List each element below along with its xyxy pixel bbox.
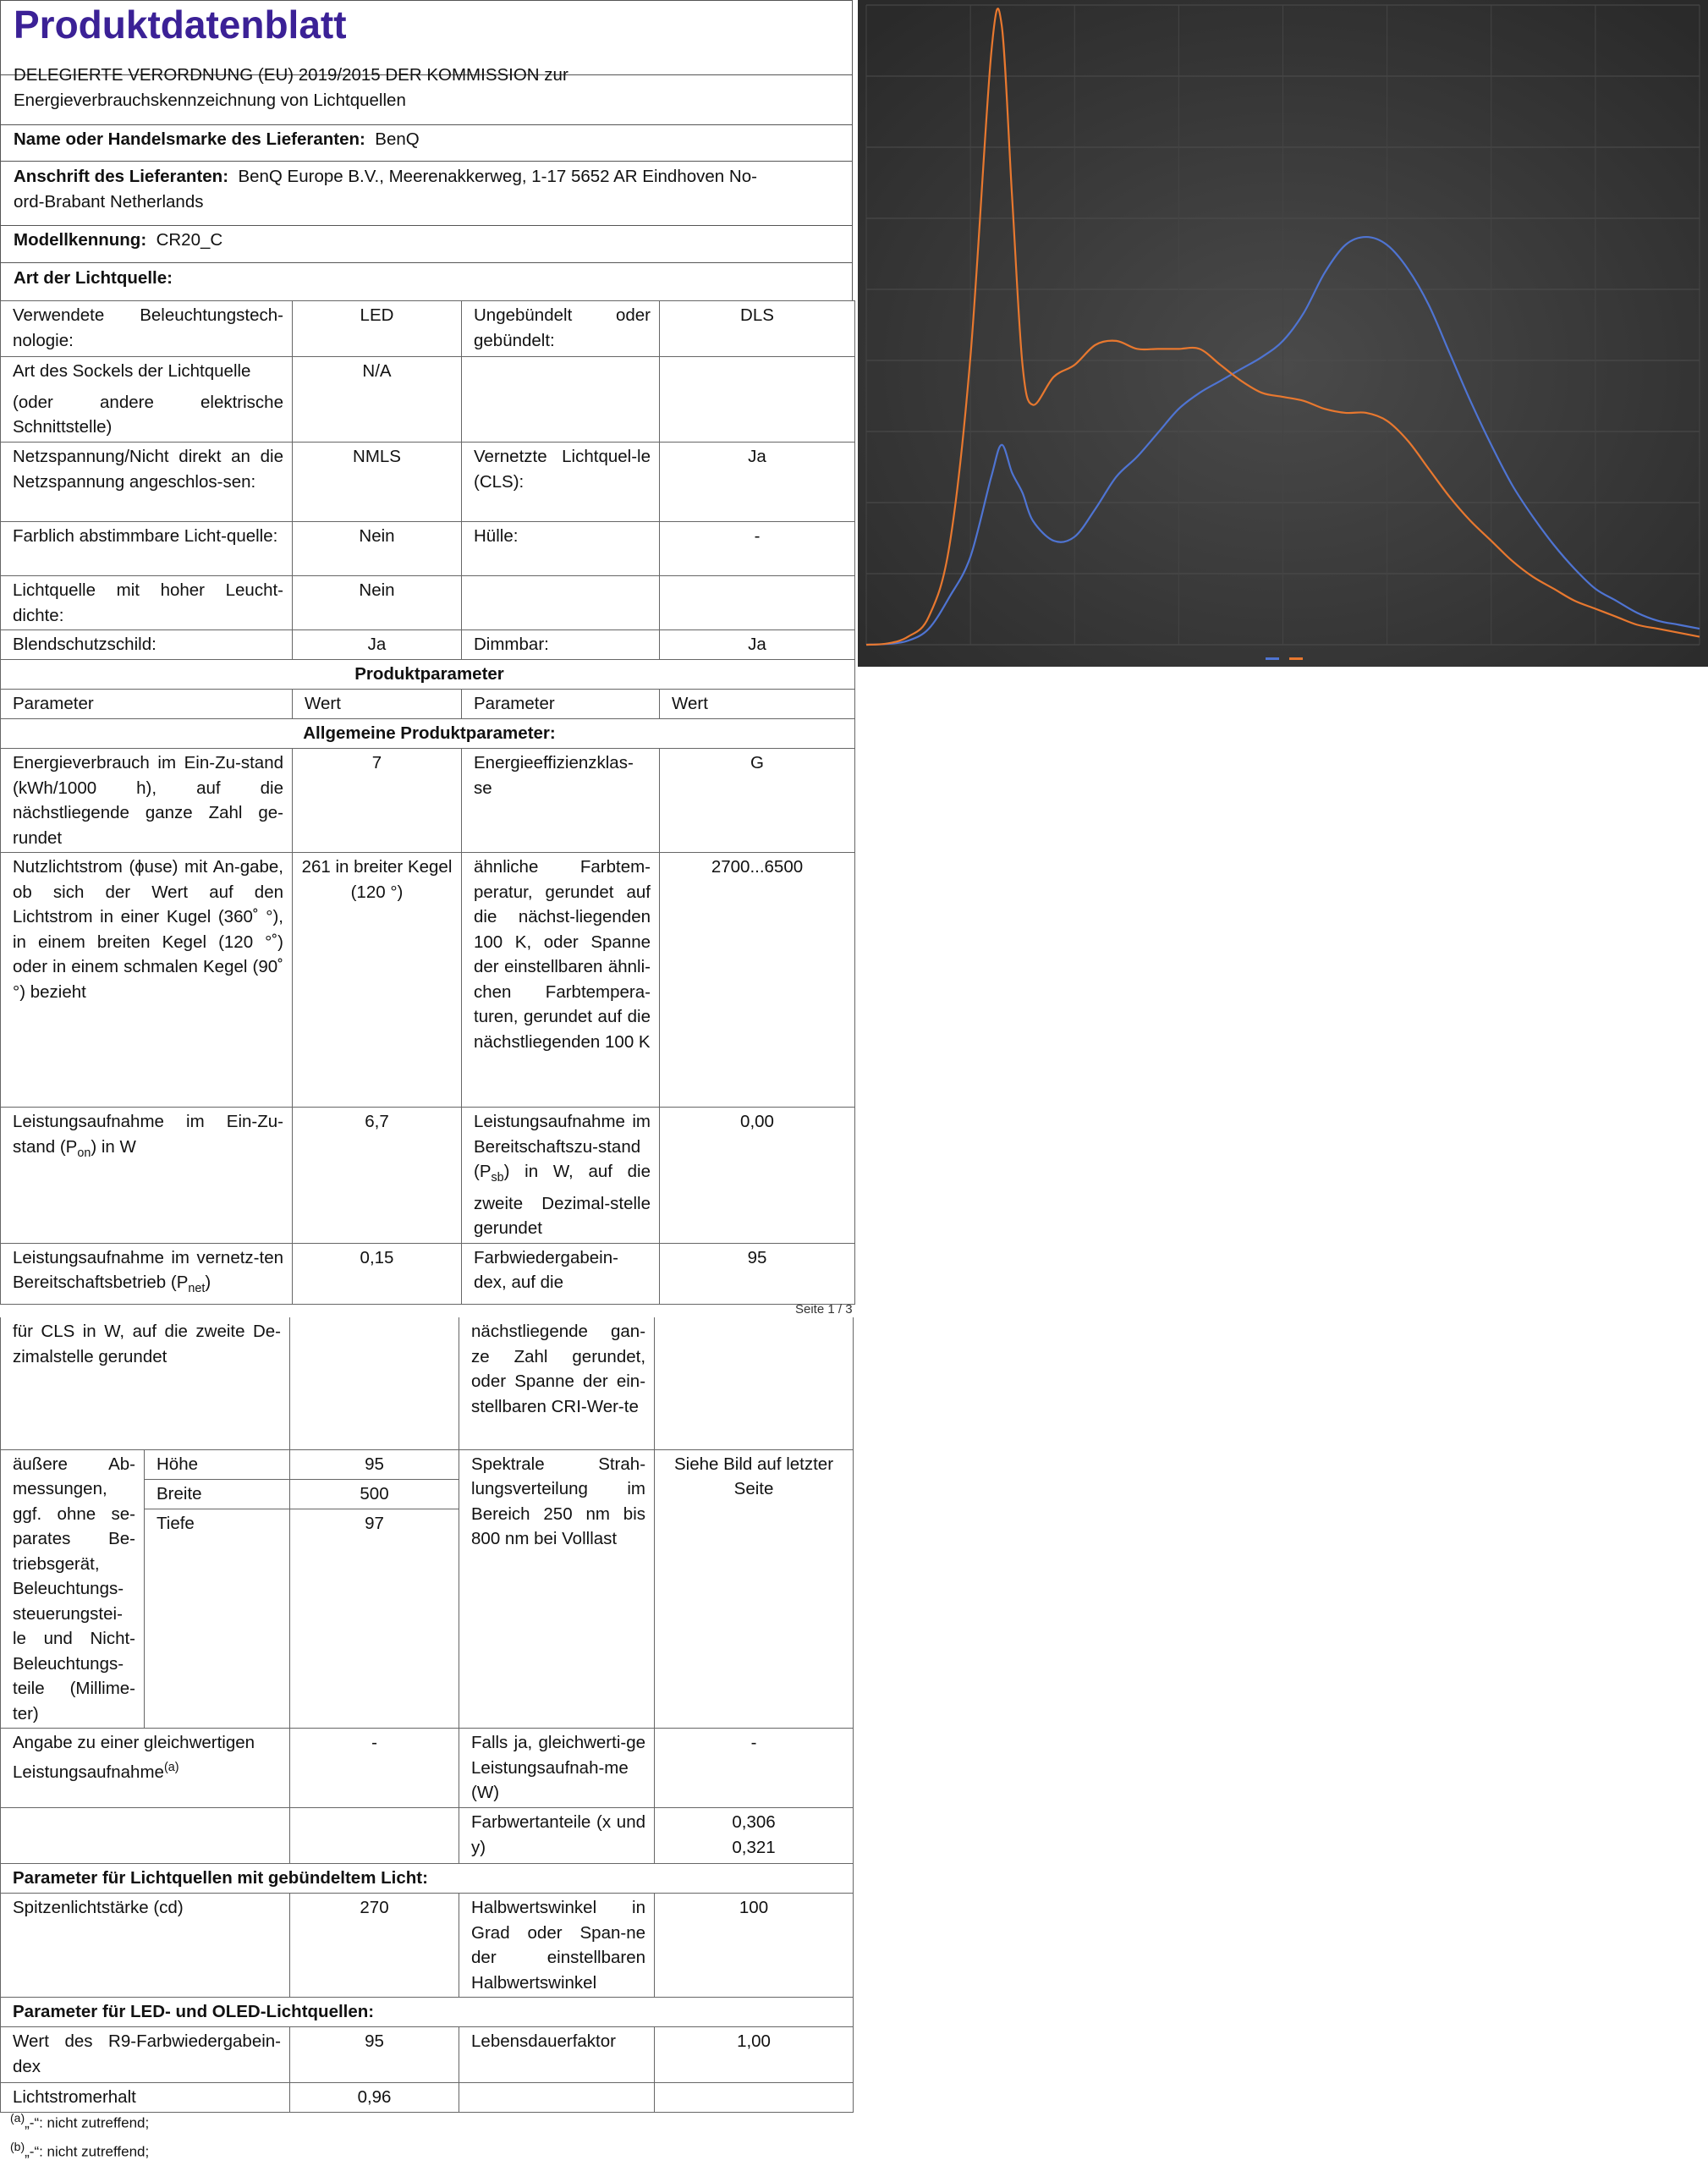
table-row bbox=[1, 2083, 854, 2113]
param-cell: ähnliche Farbtem-peratur, gerundet auf die nächst-liegenden 100 K, oder Spanne der einstellbaren ähnli-chen Farbtempera-turen, gerundet auf die nächstliegenden 100 K bbox=[462, 853, 660, 1108]
value-cell: 0,15 bbox=[293, 1243, 462, 1304]
param-cell: Farblich abstimmbare Licht-quelle: bbox=[1, 522, 293, 576]
table-row bbox=[1, 2027, 854, 2083]
table-row bbox=[1, 357, 855, 443]
param-cell: Spitzenlichtstärke (cd) bbox=[1, 1894, 290, 1998]
section-heading: Allgemeine Produktparameter: bbox=[1, 719, 855, 749]
supplier-name bbox=[14, 127, 838, 152]
value-cell: LED bbox=[293, 301, 462, 357]
value-cell: 270 bbox=[290, 1894, 459, 1998]
param-cell: Vernetzte Lichtquel-le (CLS): bbox=[462, 443, 660, 522]
table-row bbox=[1, 443, 855, 522]
value-cell: - bbox=[290, 1729, 459, 1808]
pnet-text-end: ) bbox=[205, 1273, 211, 1293]
lightsource-table-page2 bbox=[0, 1317, 854, 2113]
value-cell: Ja bbox=[660, 630, 855, 660]
column-header: Wert bbox=[293, 690, 462, 719]
value-cell: N/A bbox=[293, 357, 462, 443]
table-header-row bbox=[1, 690, 855, 719]
supplier-address-line-2: ord-Brabant Netherlands bbox=[14, 192, 204, 212]
value-cell: 261 in breiter Kegel (120 °) bbox=[293, 853, 462, 1108]
dimension-value: 500 bbox=[290, 1479, 459, 1509]
psb-subscript: sb bbox=[491, 1171, 504, 1185]
value-cell: 0,00 bbox=[660, 1108, 855, 1244]
table-row bbox=[1, 660, 855, 690]
value-cell: NMLS bbox=[293, 443, 462, 522]
section-heading: Parameter für LED- und OLED-Lichtquellen: bbox=[1, 1998, 854, 2027]
supplier-name-value: BenQ bbox=[375, 129, 420, 149]
param-cell: Dimmbar: bbox=[462, 630, 660, 660]
page-number: Seite 1 / 3 bbox=[795, 1302, 853, 1317]
param-cell: für CLS in W, auf die zweite De-zimalstelle gerundet bbox=[1, 1317, 290, 1449]
value-cell: 95 bbox=[290, 2027, 459, 2083]
socket-label: Art des Sockels der Lichtquelle bbox=[13, 361, 251, 381]
dimension-label: Tiefe bbox=[145, 1509, 290, 1728]
column-header: Wert bbox=[660, 690, 855, 719]
table-row bbox=[1, 301, 855, 357]
empty-cell bbox=[462, 576, 660, 630]
value-cell: 6,7 bbox=[293, 1108, 462, 1244]
value-cell: 1,00 bbox=[655, 2027, 854, 2083]
pon-text: Leistungsaufnahme im Ein-Zu-stand (P bbox=[13, 1112, 283, 1157]
dimension-label: Breite bbox=[145, 1479, 290, 1509]
empty-cell bbox=[290, 1808, 459, 1864]
value-cell: DLS bbox=[660, 301, 855, 357]
value-cell: - bbox=[655, 1729, 854, 1808]
param-cell: Energieverbrauch im Ein-Zu-stand (kWh/1000 h), auf die nächstliegende ganze Zahl ge-rundet bbox=[1, 749, 293, 853]
legend-swatch-1 bbox=[1266, 657, 1279, 660]
footnote-ref: (a) bbox=[163, 1760, 179, 1774]
value-cell: 7 bbox=[293, 749, 462, 853]
empty-cell bbox=[1, 1808, 290, 1864]
table-row bbox=[1, 522, 855, 576]
value-cell: G bbox=[660, 749, 855, 853]
dimensions-label: äußere Ab-messungen, ggf. ohne se-parates Be-triebsgerät, Beleuchtungs-steuerungstei-le und Nicht-Beleuchtungs-teile (Millime-ter) bbox=[1, 1449, 145, 1729]
lightsource-table-page1 bbox=[0, 300, 855, 1305]
table-row bbox=[1, 1894, 854, 1998]
value-cell: Nein bbox=[293, 576, 462, 630]
dimension-label: Höhe bbox=[145, 1449, 290, 1479]
table-row bbox=[1, 1317, 854, 1449]
param-cell: Blendschutzschild: bbox=[1, 630, 293, 660]
footnote bbox=[10, 2108, 149, 2133]
table-row bbox=[1, 1808, 854, 1864]
page-title: Produktdatenblatt bbox=[14, 3, 347, 47]
column-header: Parameter bbox=[462, 690, 660, 719]
table-row bbox=[1, 1998, 854, 2027]
empty-cell bbox=[459, 2083, 655, 2113]
supplier-address-line-1: BenQ Europe B.V., Meerenakkerweg, 1-17 5652 AR Eindhoven No- bbox=[238, 167, 757, 186]
value-cell: Ja bbox=[293, 630, 462, 660]
table-row bbox=[1, 749, 855, 853]
param-cell: Energieeffizienzklas-se bbox=[462, 749, 660, 853]
param-cell bbox=[462, 1108, 660, 1244]
spectral-distribution-chart bbox=[858, 0, 1708, 667]
type-heading: Art der Lichtquelle: bbox=[14, 268, 173, 288]
param-cell: Nutzlichtstrom (ɸuse) mit An-gabe, ob sich der Wert auf den Lichtstrom in einer Kugel (360˚ °), in einem breiten Kegel (120 °˚) oder in einem schmalen Kegel (90˚ °) bezieht bbox=[1, 853, 293, 1108]
regulation-line-1: DELEGIERTE VERORDNUNG (EU) 2019/2015 DER KOMMISSION zur bbox=[14, 65, 568, 85]
psb-text: Leistungsaufnahme im Bereitschaftszu-stand (P bbox=[474, 1112, 651, 1181]
regulation-text bbox=[14, 63, 826, 113]
equiv-text: Angabe zu einer gleichwertigen Leistungsaufnahme bbox=[13, 1733, 255, 1782]
param-cell: Spektrale Strah-lungsverteilung im Bereich 250 nm bis 800 nm bei Volllast bbox=[459, 1449, 655, 1729]
column-header: Parameter bbox=[1, 690, 293, 719]
dimension-value: 97 bbox=[290, 1509, 459, 1728]
param-cell bbox=[1, 1729, 290, 1808]
footnote-mark: (b) bbox=[10, 2140, 25, 2153]
empty-cell bbox=[655, 1317, 854, 1449]
param-cell: nächstliegende gan-ze Zahl gerundet, oder Spanne der ein-stellbaren CRI-Wer-te bbox=[459, 1317, 655, 1449]
empty-cell bbox=[462, 357, 660, 443]
pnet-subscript: net bbox=[188, 1282, 206, 1296]
param-cell: Farbwertanteile (x und y) bbox=[459, 1808, 655, 1864]
value-cell: Nein bbox=[293, 522, 462, 576]
pon-subscript: on bbox=[77, 1146, 91, 1160]
empty-cell bbox=[660, 357, 855, 443]
value-cell: 100 bbox=[655, 1894, 854, 1998]
supplier-address-label: Anschrift des Lieferanten: bbox=[14, 167, 229, 186]
supplier-name-label: Name oder Handelsmarke des Lieferanten: bbox=[14, 129, 365, 149]
value-cell: 2700...6500 bbox=[660, 853, 855, 1108]
section-heading: Produktparameter bbox=[1, 660, 855, 690]
param-cell: Lichtstromerhalt bbox=[1, 2083, 290, 2113]
empty-cell bbox=[290, 1317, 459, 1449]
param-cell: Verwendete Beleuchtungstech-nologie: bbox=[1, 301, 293, 357]
value-cell: 95 bbox=[660, 1243, 855, 1304]
value-cell: Ja bbox=[660, 443, 855, 522]
param-cell: Ungebündelt oder gebündelt: bbox=[462, 301, 660, 357]
empty-cell bbox=[655, 2083, 854, 2113]
footnote bbox=[10, 2137, 149, 2162]
pnet-text: Leistungsaufnahme im vernetz-ten Bereitschaftsbetrieb (P bbox=[13, 1247, 283, 1293]
value-cell: - bbox=[660, 522, 855, 576]
param-cell: Hülle: bbox=[462, 522, 660, 576]
param-cell: Lichtquelle mit hoher Leucht-dichte: bbox=[1, 576, 293, 630]
footnote-text: „-“: nicht zutreffend; bbox=[25, 2114, 150, 2131]
psb-text-end: ) in W, auf die zweite Dezimal-stelle gerundet bbox=[474, 1162, 651, 1239]
section-heading: Parameter für Lichtquellen mit gebündeltem Licht: bbox=[1, 1864, 854, 1894]
table-row bbox=[1, 630, 855, 660]
chroma-y: 0,321 bbox=[732, 1837, 776, 1857]
param-cell: Falls ja, gleichwerti-ge Leistungsaufnah-me (W) bbox=[459, 1729, 655, 1808]
table-row bbox=[1, 1449, 854, 1479]
legend-swatch-2 bbox=[1289, 657, 1303, 660]
table-row bbox=[1, 1864, 854, 1894]
table-row bbox=[1, 719, 855, 749]
value-cell: Siehe Bild auf letzter Seite bbox=[655, 1449, 854, 1729]
param-cell: Netzspannung/Nicht direkt an die Netzspannung angeschlos-sen: bbox=[1, 443, 293, 522]
table-row bbox=[1, 853, 855, 1108]
model-identifier bbox=[14, 228, 838, 253]
param-cell: Lebensdauerfaktor bbox=[459, 2027, 655, 2083]
supplier-address bbox=[14, 164, 838, 215]
model-label: Modellkennung: bbox=[14, 230, 147, 250]
table-row bbox=[1, 576, 855, 630]
footnote-text: „-“: nicht zutreffend; bbox=[25, 2143, 150, 2160]
param-cell: Halbwertswinkel in Grad oder Span-ne der einstellbaren Halbwertswinkel bbox=[459, 1894, 655, 1998]
pon-text-end: ) in W bbox=[91, 1136, 136, 1157]
param-cell: Farbwiedergabein-dex, auf die bbox=[462, 1243, 660, 1304]
empty-cell bbox=[660, 576, 855, 630]
value-cell: 0,96 bbox=[290, 2083, 459, 2113]
footnote-mark: (a) bbox=[10, 2111, 25, 2125]
table-row bbox=[1, 1243, 855, 1304]
dimension-value: 95 bbox=[290, 1449, 459, 1479]
model-value: CR20_C bbox=[156, 230, 223, 250]
chroma-x: 0,306 bbox=[732, 1812, 776, 1832]
param-cell: Wert des R9-Farbwiedergabein-dex bbox=[1, 2027, 290, 2083]
value-cell bbox=[655, 1808, 854, 1864]
regulation-line-2: Energieverbrauchskennzeichnung von Lichtquellen bbox=[14, 91, 406, 110]
param-cell bbox=[1, 357, 293, 443]
table-row bbox=[1, 1108, 855, 1244]
param-cell bbox=[1, 1108, 293, 1244]
socket-note: (oder andere elektrische Schnittstelle) bbox=[13, 392, 283, 437]
table-row bbox=[1, 1729, 854, 1808]
param-cell bbox=[1, 1243, 293, 1304]
